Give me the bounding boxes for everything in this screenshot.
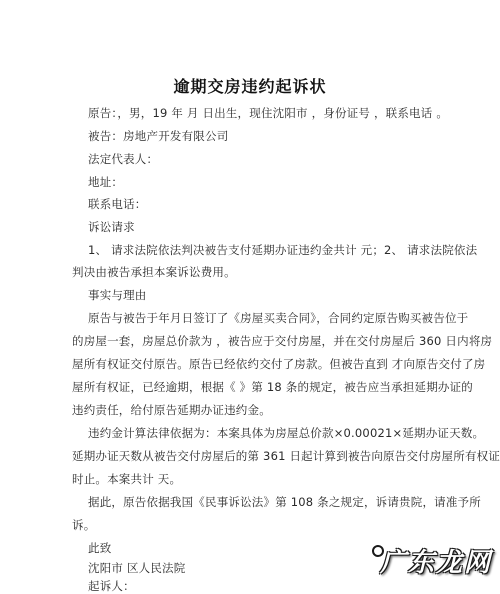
facts-heading: 事实与理由 (88, 288, 147, 302)
closing-line: 此致 (88, 541, 112, 555)
basis-line-1: 据此，原告依据我国《民事诉讼法》第 108 条之规定，诉请贵院，请准予所 (88, 495, 481, 509)
penalty-line-3: 时止。本案共计 天。 (72, 472, 182, 486)
watermark-text: 广东龙网 (380, 547, 493, 578)
phone-line: 联系电话： (88, 197, 147, 211)
address-line: 地址： (88, 175, 124, 189)
claims-heading: 诉讼请求 (88, 220, 135, 234)
legal-rep-line: 法定代表人： (88, 152, 159, 166)
penalty-line-1: 违约金计算法律依据为：本案具体为房屋总价款×0.00021×延期办证天数。 (88, 426, 485, 440)
facts-line-5: 违约责任，给付原告延期办证违约金。 (72, 403, 271, 417)
plaintiff-line: 原告：，男，19 年 月 日出生，现住沈阳市 ，身份证号 ，联系电话 。 (88, 106, 449, 120)
plaintiff-signature-line: 起诉人： (88, 579, 135, 593)
facts-line-1: 原告与被告于年月日签订了《房屋买卖合同》，合同约定原告购买被告位于 (88, 311, 469, 325)
claims-line-2: 判决由被告承担本案诉讼费用。 (72, 265, 236, 279)
court-line: 沈阳市 区人民法院 (88, 561, 186, 575)
penalty-line-2: 延期办证天数从被告交付房屋后的第 361 日起计算到被告向原告交付房屋所有权证 (72, 449, 500, 463)
watermark-logo (372, 542, 492, 578)
basis-line-2: 诉。 (72, 518, 96, 532)
defendant-line: 被告：房地产开发有限公司 (88, 129, 229, 143)
document-title: 逾期交房违约起诉状 (173, 77, 327, 96)
facts-line-3: 屋所有权证交付原告。原告已经依约交付了房款。但被告直到 才向原告交付了房 (72, 357, 486, 371)
claims-line-1: 1、 请求法院依法判决被告支付延期办证违约金共计 元；2、 请求法院依法 (88, 243, 478, 257)
facts-line-2: 的房屋一套，房屋总价款为 ，被告应于交付房屋，并在交付房屋后 360 日内将房 (72, 334, 493, 348)
facts-line-4: 屋所有权证，已经逾期，根据《 》第 18 条的规定，被告应当承担延期办证的 (72, 380, 473, 394)
